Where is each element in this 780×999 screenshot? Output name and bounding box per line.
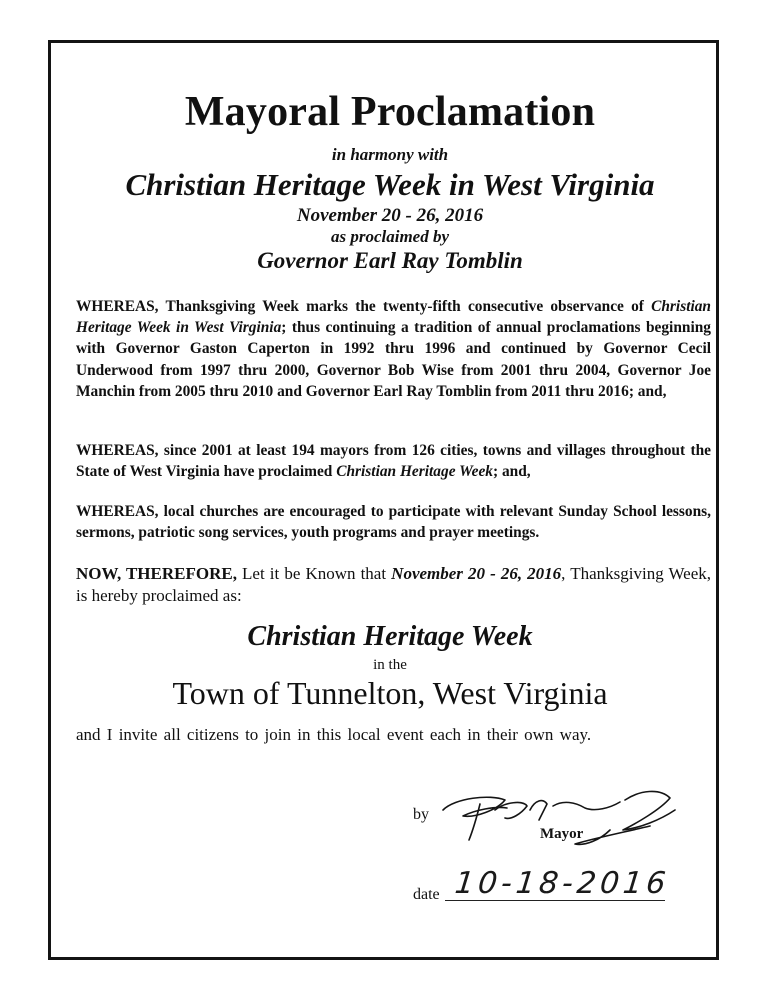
date-label: date (413, 886, 440, 903)
invite-line: and I invite all citizens to join in this local event each in their own way. (76, 725, 592, 744)
governor-name: Governor Earl Ray Tomblin (257, 248, 523, 273)
whereas-paragraph-3: WHEREAS, local churches are encouraged to participate with relevant Sunday School lessons, sermons, patriotic song services, youth programs and prayer meetings. (76, 503, 711, 542)
harmony-line: in harmony with (331, 145, 449, 164)
p1-lead: WHEREAS, Thanksgiving Week marks the twenty-fifth consecutive observance of (76, 298, 652, 315)
p2-lead: WHEREAS, since 2001 at least 194 mayors from 126 cities, towns and villages throughout the State of West Virginia have proclaimed (76, 442, 711, 481)
p4-lead: NOW, THEREFORE, (76, 564, 237, 583)
p4-tail: , Thanksgiving Week, is hereby proclaimed as: (76, 564, 711, 605)
whereas-paragraph-2 (76, 440, 711, 482)
mayor-signature (435, 780, 695, 855)
mayor-label: Mayor (540, 826, 584, 842)
town-name: Town of Tunnelton, West Virginia (172, 675, 608, 711)
observance-dates: November 20 - 26, 2016 (296, 205, 484, 226)
p1-italic: Christian Heritage Week in West Virginia (76, 298, 711, 337)
document-title: Mayoral Proclamation (184, 89, 596, 135)
p2-tail: ; and, (493, 463, 531, 481)
p2-italic: Christian Heritage Week (336, 463, 493, 481)
handwritten-date: 10-18-2016 (453, 866, 672, 901)
proclaimed-by-line: as proclaimed by (330, 227, 450, 246)
whereas-paragraph-1 (76, 296, 711, 402)
p4-date: November 20 - 26, 2016 (391, 564, 562, 583)
heritage-week-title: Christian Heritage Week in West Virginia (125, 167, 655, 202)
p1-tail: ; thus continuing a tradition of annual proclamations beginning with Governor Gaston Caperton in 1992 thru 1996 and continued by Governor Cecil Underwood from 1997 thru 2000, Governor Bob Wise from 2001 thru 2004, Governor Joe Manchin from 2005 thru 2010 and Governor Earl Ray Tomblin from 2011 thru 2016; and, (76, 319, 711, 400)
by-label: by (413, 806, 429, 823)
in-the-line: in the (373, 657, 407, 673)
p4-middle: Let it be Known that (236, 564, 392, 583)
proclaimed-week-name: Christian Heritage Week (247, 621, 533, 652)
therefore-paragraph (76, 563, 711, 607)
